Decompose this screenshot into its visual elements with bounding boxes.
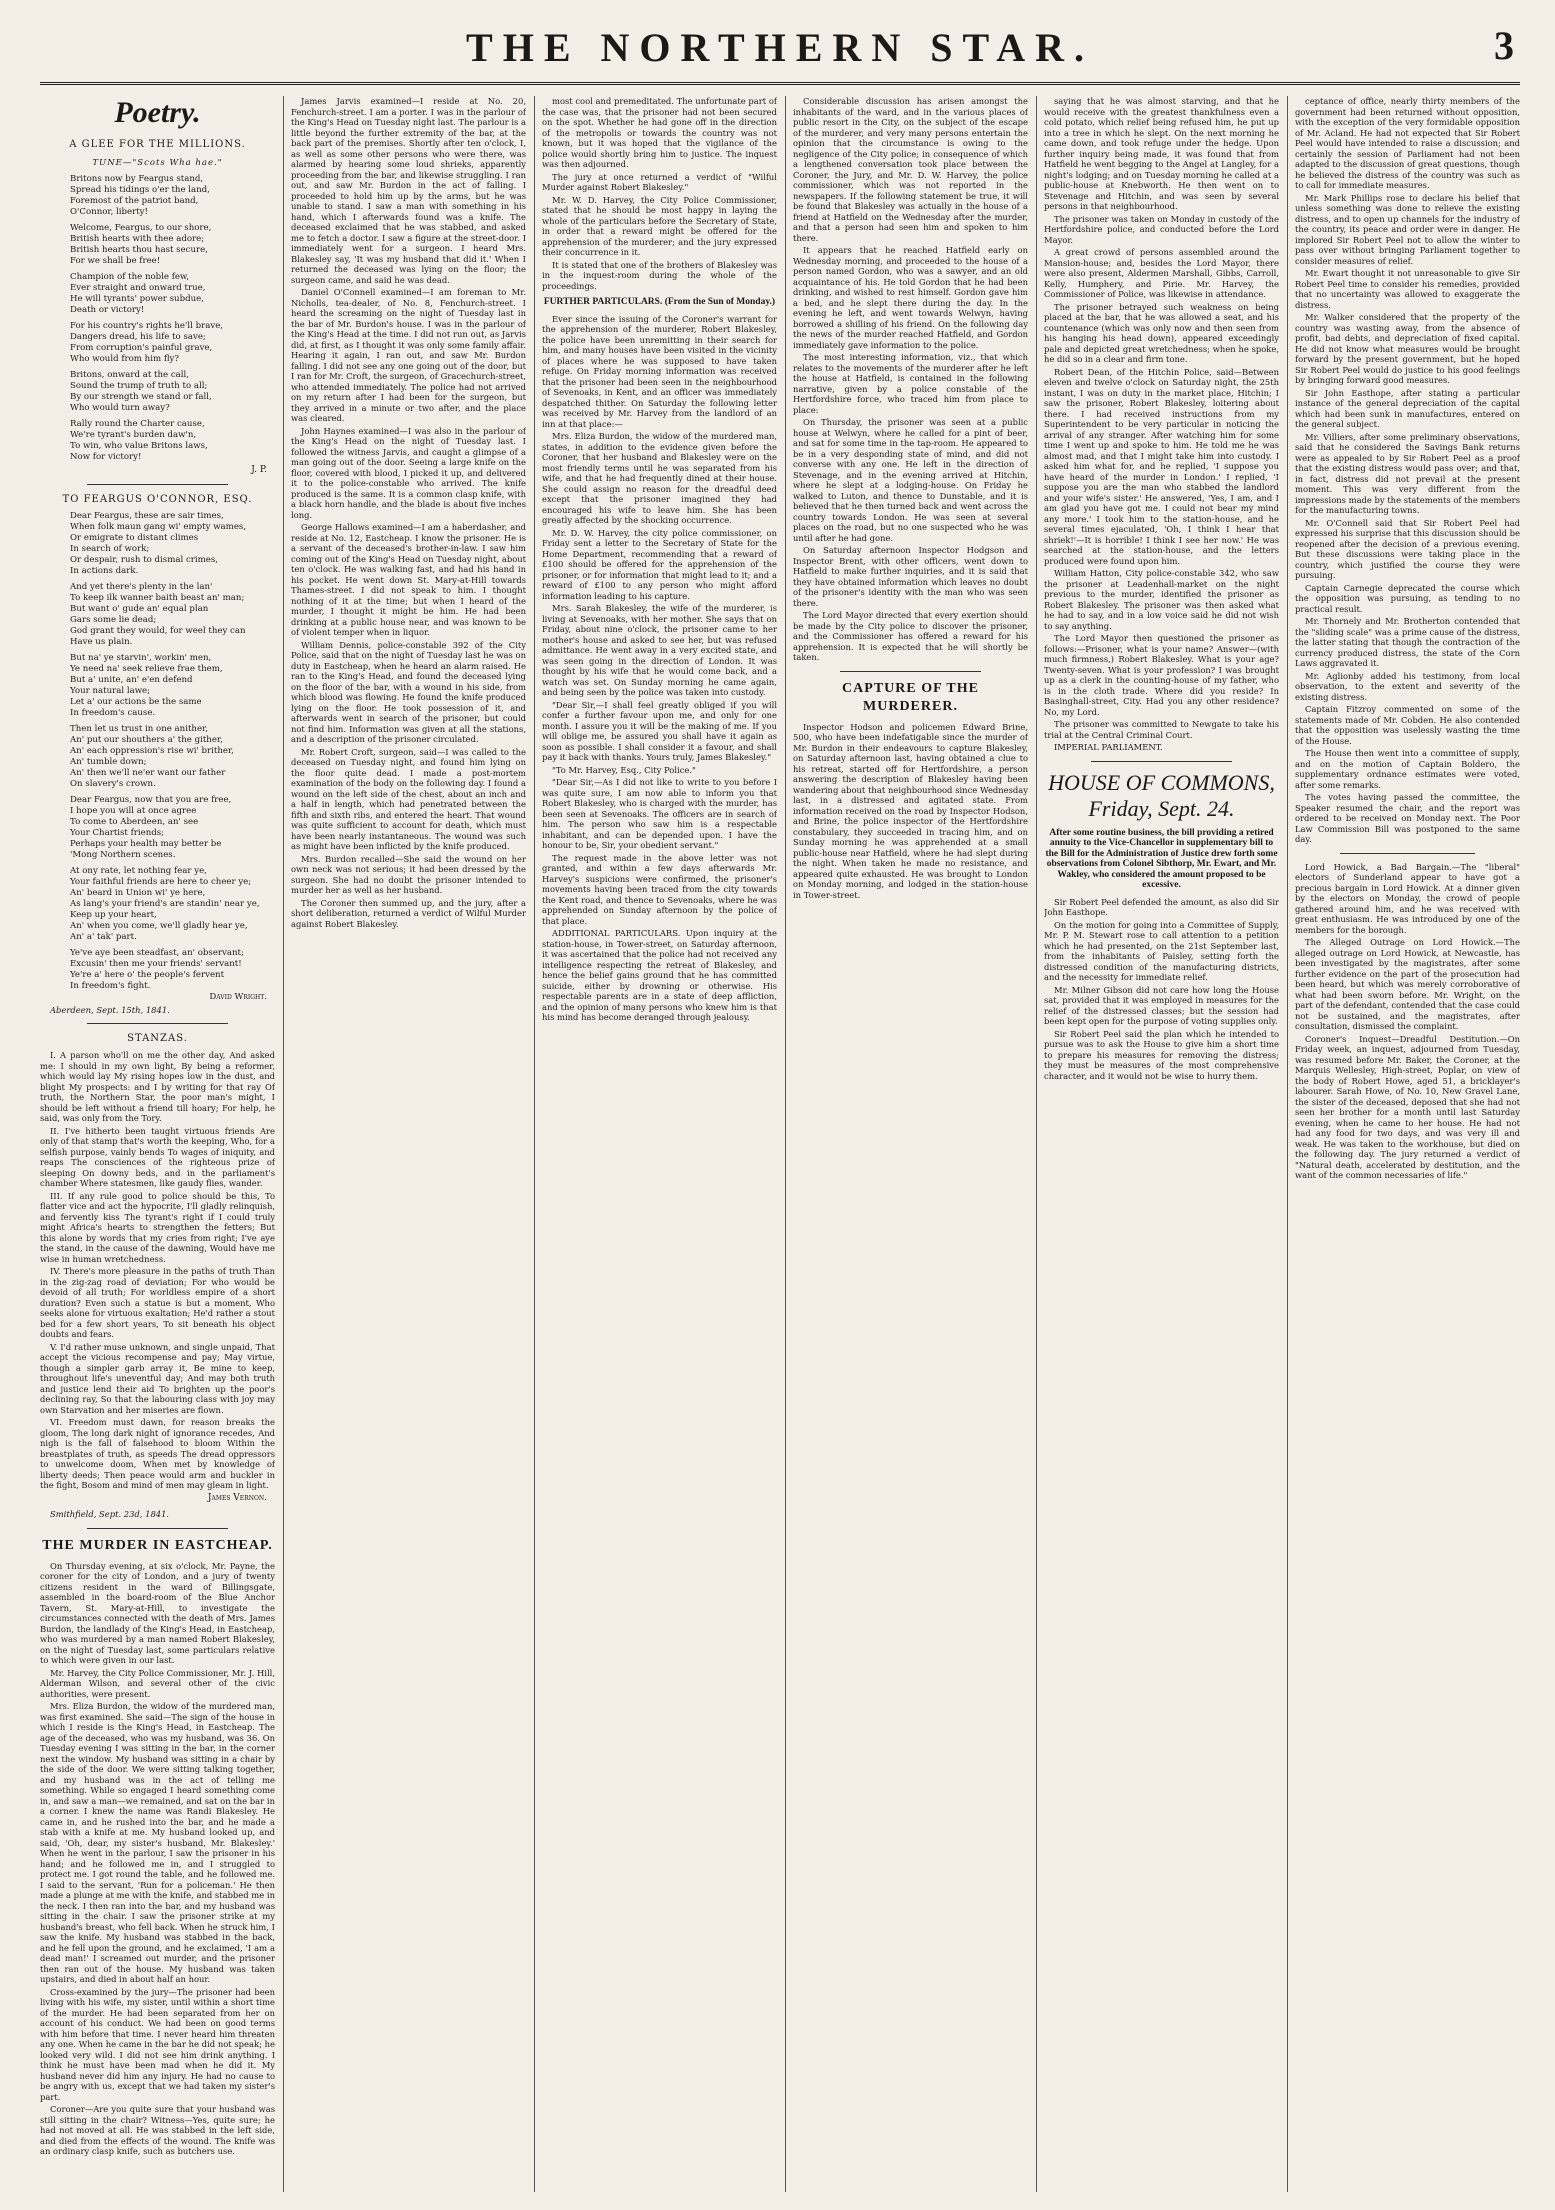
poem-line: Dear Feargus, now that you are free,: [70, 794, 232, 805]
poem-line: An' beard in Union wi' ye here,: [70, 887, 206, 898]
poem-line: O'Connor, liberty!: [70, 207, 148, 217]
article-paragraph: The prisoner was committed to Newgate to take his trial at the Central Criminal Court.: [1044, 719, 1279, 740]
column-rule: [1036, 96, 1037, 2192]
poem-line: An' when you come, we'll gladly hear ye,: [70, 920, 248, 931]
article-paragraph: Sir Robert Peel defended the amount, as also did Sir John Easthope.: [1044, 896, 1279, 917]
stanza: II. I've hitherto been taught virtuous friends Are only of that stamp that's worth the keeping, Who, for a selfish purpose, vainly bends To wages of iniquity, and reaps The consciences of the righteous prize of sleeping On downy beds, and in the parliament's chamber Where statesmen, like gaudy flies, wander.: [40, 1125, 275, 1188]
poem-line: An' a' tak' part.: [70, 931, 137, 942]
poem3-signature: James Vernon.: [207, 1492, 267, 1503]
poem-line: Or despair, rush to dismal crimes,: [70, 554, 219, 565]
poem-line: When folk maun gang wi' empty wames,: [70, 521, 247, 532]
article-paragraph: George Hallows examined—I am a haberdasher, and reside at No. 12, Eastcheap. I know the prisoner. He is a servant of the deceased's brother-in-law. I saw him coming out of the King's Head on Tuesday night, about ten o'clock. He was walking fast, and had his hand in his pocket. He went down St. Mary-at-Hill towards Thames-street. I did not speak to him. I thought nothing of it at the time; but when I heard of the murder, I thought it might be him. He had been drinking at a public house near, and was known to be of violent temper when in liquor.: [291, 522, 526, 637]
article-paragraph: On Saturday afternoon Inspector Hodgson and Inspector Brent, with other officers, went down to Hatfield to make further inquiries, and it is said that they have obtained information which leaves no doubt of the prisoner's identity with the man who was seen there.: [793, 545, 1028, 608]
poem1-signature: J. P.: [251, 465, 267, 475]
further-particulars-heading: FURTHER PARTICULARS. (From the Sun of Monday.): [543, 297, 776, 307]
article-paragraph: Coroner—Are you quite sure that your husband was still sitting in the chair? Witness—Yes, quite sure; he had not moved at all. He was stabbed in the left side, and died from the effects of the wound. The knife was an ordinary clasp knife, such as butchers use.: [40, 2104, 275, 2156]
page-number: 3: [1494, 23, 1514, 68]
divider: [87, 1023, 228, 1024]
poem-line: An' each oppression's rise wi' brither,: [70, 745, 234, 756]
poem-line: Who would from him fly?: [70, 354, 180, 364]
poem2-dateline: Aberdeen, Sept. 15th, 1841.: [50, 1004, 170, 1015]
article-paragraph: Coroner's Inquest—Dreadful Destitution.—On Friday week, an inquest, adjourned from Tuesday, was resumed before Mr. Baker, the Coroner, at the Marquis Wellesley, High-street, Poplar, on view of the body of Robert Howe, aged 51, a bricklayer's labourer. Sarah Howe, of No. 10, New Gravel Lane, the sister of the deceased, deposed that she had not seen her brother for a month until last Saturday evening, when he came to her house. He had not had any food for two days, and was very ill and weak. He was taken to the workhouse, but died on the following day. The jury returned a verdict of "Natural death, accelerated by destitution, and the want of the common necessaries of life.": [1295, 1033, 1520, 1180]
poem-line: An' tumble down;: [70, 756, 147, 767]
article-paragraph: Mr. Ewart thought it not unreasonable to give Sir Robert Peel time to consider his remedies, provided that no uncertainty was allowed to exaggerate the distress.: [1295, 268, 1520, 310]
poem-line: Sound the trump of truth to all;: [70, 381, 208, 391]
stanza: V. I'd rather muse unknown, and single unpaid, That accept the vicious recompense and pay; May virtue, though a simpler garb array it, Be mine to keep, throughout life's uneventful day; And may both truth and justice lend their aid To brighten up the poor's declining ray, So that the labouring class with joy may own Starvation and her miseries are flown.: [40, 1341, 275, 1415]
article-paragraph: Mrs. Sarah Blakesley, the wife of the murderer, is living at Sevenoaks, with her mother. She says that on Friday, about nine o'clock, the prisoner came to her mother's house and asked to see her, but was refused admittance. He went away in a very excited state, and was seen going in the direction of London. It was thought by his wife that he would come back, and a watch was set. On Sunday morning he came again, and being seen by the police was taken into custody.: [542, 603, 777, 697]
column-2: [291, 96, 526, 2192]
poem-line: Your natural lawe;: [70, 685, 151, 696]
poem-line: 'Mong Northern scenes.: [70, 849, 176, 860]
column-6: [1295, 96, 1520, 2192]
poem2-lines: [70, 511, 275, 1003]
article-paragraph: The Lord Mayor directed that every exertion should be made by the City police to discover the prisoner, and the Commissioner has offered a reward for his apprehension. It is expected that he will shortly be taken.: [793, 610, 1028, 662]
poem-line: In freedom's fight.: [70, 980, 151, 991]
column-rule: [283, 96, 284, 2192]
article-paragraph: "Dear Sir,—I shall feel greatly obliged if you will confer a further favour upon me, and only for one month. I assure you it will be the making of me. If you will oblige me, be assured you shall have it again as soon as possible. I shall consider it a favour, and shall pay it back with thanks. Yours truly, James Blakesley.": [542, 699, 777, 762]
article-paragraph: The prisoner betrayed such weakness on being placed at the bar, that he was allowed a seat, and his countenance (which was only now and then seen from his hanging his head down), appeared exceedingly pale and depicted great wretchedness; when he spoke, he did so in a clear and firm tone.: [1044, 301, 1279, 364]
poem1-lines: [70, 174, 275, 463]
article-paragraph: Mrs. Eliza Burdon, the widow of the murdered man, was first examined. She said—The sign of the house in which I reside is the King's Head, in Eastcheap. The age of the deceased, who was my husband, was 36. On Tuesday evening I was sitting in the bar, in the corner next the window. My husband was sitting in a chair by the side of the door. We were sitting talking together, and my husband was in the act of telling me something. While so engaged I heard something come in, and saw a man—we remained, and sat on the bar in a corner. I knew the name was Randi Blakesley. He came in, and he rushed into the bar, and he made a stab with a knife at me. My husband looked up, and said, 'Oh, dear, my sister's husband, Mr. Blakesley.' When he went in the parlour, I saw the prisoner in his hand; and he followed me in, and I struggled to protect me. I got round the table, and he followed me. I said to the servant, 'Run for a policeman.' He then made a plunge at me with the knife, and stabbed me in the neck. I then ran into the bar, and my husband was sitting in the chair. I saw the prisoner strike at my husband's breast, who fell back. When he struck him, I saw the knife. My husband was stabbed in the back, and he fell upon the ground, and he exclaimed, 'I am a dead man!' I screamed out murder, and the prisoner then ran out of the house. My husband was taken upstairs, and died in about half an hour.: [40, 1701, 275, 1984]
house-of-commons-heading: After some routine business, the bill providing a retired annuity to the Vice-Chancellor in supplementary bill to the Bill for the Administration of Justice drew forth some observations from Colonel Sibthorp, Mr. Ewart, and Mr. Wakley, who considered the amount proposed to be excessive.: [1045, 827, 1278, 890]
poem-line: On slavery's crown.: [70, 778, 156, 789]
poem-line: British hearts thou hast secure,: [70, 245, 208, 255]
article-paragraph: ceptance of office, nearly thirty members of the government had been returned without opposition, with the exception of the very formidable opposition of Mr. Acland. He had not expected that Sir Robert Peel would have intended to raise a discussion; and certainly the session of Parliament had not been adapted to the discussion of great questions, though he believed the distress of the country was such as to call for immediate measures.: [1295, 96, 1520, 190]
article-paragraph: It is stated that one of the brothers of Blakesley was in the inquest-room during the whole of the proceedings.: [542, 259, 777, 291]
poem-line: To come to Aberdeen, an' see: [70, 816, 199, 827]
poem-line: Dear Feargus, these are sair times,: [70, 510, 224, 521]
poem-line: We're tyrant's burden daw'n,: [70, 430, 197, 440]
article-paragraph: A great crowd of persons assembled around the Mansion-house; and, besides the Lord Mayor, there were also present, Aldermen Marshall, Gibbs, Carroll, Kelly, Humphery, and Pirie. Mr. Harvey, the Commissioner of Police, was likewise in attendance.: [1044, 247, 1279, 299]
article-paragraph: The most interesting information, viz., that which relates to the movements of the murderer after he left the house at Hatfield, is contained in the following narrative, given by a police constable of the Hertfordshire force, who traced him from place to place:: [793, 352, 1028, 415]
poem-line: But a' unite, an' e'en defend: [70, 674, 193, 685]
poem-line: Spread his tidings o'er the land,: [70, 185, 210, 195]
stanza: III. If any rule good to police should be this, To flatter vice and act the hypocrite, I'll gladly relinquish, and fervently kiss The tyrant's right if I could truly might Africa's hearts to strengthen the fetters; But this alone by words that my cries from right; I've aye the stand, in the cause of the dawning, Would have me wise in human wretchedness.: [40, 1190, 275, 1264]
article-paragraph: The House then went into a committee of supply, and on the motion of Captain Boldero, the supplementary ordnance estimates were voted, after some remarks.: [1295, 748, 1520, 790]
capture-heading: CAPTURE OF THE MURDERER.: [842, 680, 979, 714]
poem-line: But na' ye starvin', workin' men,: [70, 652, 212, 663]
article-paragraph: Daniel O'Connell examined—I am foreman to Mr. Nicholls, tea-dealer, of No. 8, Fenchurch-street. I heard the screaming on the night of Tuesday last in the bar of Mr. Burdon's house. I was in the parlour of the King's Head at the time. I did not run out, as Jarvis did, at first, as I thought it was only some family affair. Hearing it again, I ran out, and saw Mr. Burdon falling. I did not see any one going out of the door, but I ran for Mr. Croft, the surgeon, of Gracechurch-street, who attended immediately. The police had not arrived on my return after I had been for the surgeon, but they arrived in a minute or two after, and the place was cleared.: [291, 287, 526, 423]
article-paragraph: Mr. Milner Gibson did not care how long the House sat, provided that it was employed in measures for the relief of the distressed classes; but the session had been kept open for the purpose of voting supplies only.: [1044, 984, 1279, 1026]
article-paragraph: Mr. Harvey, the City Police Commissioner, Mr. J. Hill, Alderman Wilson, and several other of the civic authorities, were present.: [40, 1667, 275, 1699]
poem-line: At ony rate, let nothing fear ye,: [70, 865, 207, 876]
column-1: [40, 96, 275, 2192]
poem-line: As lang's your friend's are standin' near ye,: [70, 898, 260, 909]
article-paragraph: The prisoner was taken on Monday in custody of the Hertfordshire police, and conducted before the Lord Mayor.: [1044, 213, 1279, 245]
article-paragraph: Inspector Hodson and policemen Edward Brine, 500, who have been indefatigable since the murder of Mr. Burdon in their endeavours to capture Blakesley, on Saturday afternoon last, having obtained a clue to his retreat, started off for Hertfordshire, a person answering the description of Blakesley having been wandering about that neighbourhood since Wednesday last, in a distressed and agitated state. From information received on the road by Inspector Hodson, and Brine, the police inspector of the Hertfordshire constabulary, they succeeded in tracing him, and on Sunday morning he was apprehended at a small public-house near Hatfield, where he had slept during the night. When taken he made no resistance, and appeared quite exhausted. He was brought to London on Monday morning, and lodged in the station-house in Tower-street.: [793, 721, 1028, 900]
poem-line: To win, who value Britons laws,: [70, 441, 208, 451]
article-paragraph: The request made in the above letter was not granted, and within a few days afterwards Mr. Harvey's suspicions were confirmed, the prisoner's movements having been traced from the city towards the Kent road, and thence to Sevenoaks, where he was apprehended on Sunday afternoon by the police of that place.: [542, 852, 777, 926]
article-paragraph: most cool and premeditated. The unfortunate part of the case was, that the prisoner had not been secured on the spot. Whether he had gone off in the direction of the metropolis or towards the country was not known, but it was hoped that the vigilance of the police would shortly bring him to justice. The inquest was then adjourned.: [542, 96, 777, 169]
article-paragraph: ADDITIONAL PARTICULARS. Upon inquiry at the station-house, in Tower-street, on Saturday afternoon, it was ascertained that the police had not received any intelligence respecting the retreat of Blakesley, and hence the belief gains ground that he has committed suicide, either by drowning or otherwise. His respectable parents are in a state of deep affliction, and the opinion of many persons who knew him is that his mind has become deranged through jealousy.: [542, 928, 777, 1022]
poem-line: Keep up your heart,: [70, 909, 157, 920]
poem-line: An' put our shouthers a' the gither,: [70, 734, 223, 745]
poetry-heading: Poetry.: [114, 96, 201, 129]
divider: [1340, 853, 1475, 854]
article-paragraph: On Thursday evening, at six o'clock, Mr. Payne, the coroner for the city of London, and a jury of twenty citizens resident in the ward of Billingsgate, assembled in the board-room of the Blue Anchor Tavern, St. Mary-at-Hill, to investigate the circumstances connected with the death of Mrs. James Burdon, the landlady of the King's Head, in Eastcheap, who was murdered by a man named Robert Blakesley, on the night of Tuesday last, some particulars relative to which were given in our last.: [40, 1560, 275, 1665]
divider: [1091, 761, 1232, 762]
article-paragraph: IMPERIAL PARLIAMENT.: [1054, 742, 1163, 752]
article-paragraph: The Alleged Outrage on Lord Howick.—The alleged outrage on Lord Howick, at Newcastle, has been investigated by the magistrates, after some further evidence on the part of the prosecution had been heard, but which was merely corroborative of what had been sworn before. Mr. Wright, on the part of the defendant, contended that the case could not be sustained, and the magistrates, after consultation, dismissed the complaint.: [1295, 937, 1520, 1031]
divider: [87, 484, 228, 485]
poem-line: To keep ilk wanner baith beast an' man;: [70, 592, 245, 603]
poem-line: Death or victory!: [70, 305, 145, 315]
columns: [40, 96, 1520, 2192]
article-paragraph: Mr. O'Connell said that Sir Robert Peel had expressed his surprise that this discussion should be reopened after the decision of a previous evening. But these discussions were taking place in the country, which justified the course they were pursuing.: [1295, 517, 1520, 580]
stanza: I. A parson who'll on me the other day, And asked me: I should in my own light, By being a reformer, which would lay My rising hopes low in the dust, and blight My prospects: and I by writing for that ray Of truth, the Northern Star, the poor man's might, I should be left without a friend till hoary; For help, he said, was only from the Tory.: [40, 1050, 275, 1123]
poem3-title: STANZAS.: [127, 1033, 188, 1044]
stanza: IV. There's more pleasure in the paths of truth Than in the zig-zag road of deviation; For who would be devoid of all truth; For worldless empire of a short duration? Even such a statue is but a moment, Who seeks alone for virtuous exaltation; He'd rather a stout bed for a few short years, To sit beneath his object doubts and fears.: [40, 1266, 275, 1339]
poem-line: I hope you will at once agree: [70, 805, 197, 816]
poem2-title: TO FEARGUS O'CONNOR, ESQ.: [62, 493, 253, 505]
poem-line: Ye've aye been steadfast, an' observant;: [70, 947, 244, 958]
poem-line: Have us plain.: [70, 636, 133, 647]
column-4: [793, 96, 1028, 2192]
article-paragraph: Mr. Aglionby added his testimony, from local observation, to the extent and severity of the existing distress.: [1295, 670, 1520, 702]
article-paragraph: Sir Robert Peel said the plan which he intended to pursue was to ask the House to give him a short time to prepare his measures for removing the distress; they must be measures of the most comprehensive character, and it would not be wise to hurry them.: [1044, 1028, 1279, 1081]
poem-line: He will tyrants' power subdue,: [70, 294, 204, 304]
article-paragraph: William Dennis, police-constable 392 of the City Police, said that on the night of Tuesday last he was on duty in Eastcheap, when he heard an alarm raised. He ran to the King's Head, and found the deceased lying on the floor of the bar, with a wound in his side, from which blood was flowing. He found the knife produced lying on the floor. He took possession of it, and afterwards went in search of the prisoner, but could not find him. Information was given at all the stations, and a description of the prisoner circulated.: [291, 639, 526, 744]
article-paragraph: "To Mr. Harvey, Esq., City Police.": [552, 764, 696, 775]
article-paragraph: Considerable discussion has arisen amongst the inhabitants of the ward, and in the various places of public resort in the City, on the subject of the escape of the murderer, and very many persons entertain the opinion that the circumstance is owing to the negligence of the City police; in consequence of which a lengthened conversation took place between the Coroner, the Jury, and Mr. D. W. Harvey, the police commissioner, which was not reported in the newspapers. If the following statement be true, it will be found that Blakesley was actually in the house of a friend at Hatfield on the Wednesday after the murder, and that a person had seen him and spoken to him there.: [793, 96, 1028, 243]
article-paragraph: Mr. D. W. Harvey, the city police commissioner, on Friday sent a letter to the Secretary of State for the Home Department, recommending that a reward of £100 should be offered for the apprehension of the prisoner, or for information that might lead to it; and a reward of £100 to any person who might afford information leading to his capture.: [542, 527, 777, 601]
poem1-tune: TUNE—"Scots Wha hae.": [92, 158, 223, 168]
poem-line: Ever straight and onward true,: [70, 283, 206, 293]
poem-line: Or emigrate to distant climes: [70, 532, 199, 543]
column-5: [1044, 96, 1279, 2192]
poem-line: Your faithful friends are here to cheer ye;: [70, 876, 252, 887]
column-rule: [534, 96, 535, 2192]
poem-line: And yet there's plenty in the lan': [70, 581, 213, 592]
poem-line: Welcome, Feargus, to our shore,: [70, 223, 212, 233]
article-paragraph: Cross-examined by the jury—The prisoner had been living with his wife, my sister, until within a short time of the murder. He had been separated from her on account of his conduct. We had been on good terms with him before that time. I never heard him threaten any one. When he came in the bar he did not speak; he looked very wild. I did not see him drink anything. I think he must have been mad when he did it. My husband never did him any injury. He had no cause to be angry with us, except that we had taken my sister's part.: [40, 1986, 275, 2102]
article-paragraph: "Dear Sir,—As I did not like to write to you before I was quite sure, I am now able to inform you that Robert Blakesley, who is charged with the murder, has been seen at Sevenoaks. The officers are in search of him. The person who saw him is a respectable inhabitant, and can be depended upon. I have the honour to be, Sir, your obedient servant.": [542, 777, 777, 850]
article-paragraph: James Jarvis examined—I reside at No. 20, Fenchurch-street. I am a porter. I was in the parlour of the King's Head on Tuesday night last. The parlour is a little beyond the further extremity of the bar, at the back part of the premises. Shortly after ten o'clock, I, as well as some other persons who were there, was alarmed by hearing some loud shrieks, apparently proceeding from the bar, and likewise struggling. I ran out, and saw Mr. Burdon in the act of falling. I proceeded to hold him up by the arms, but he was unable to stand. I saw a man with something in his hand, which I afterwards found was a knife. The deceased exclaimed that he was stabbed, and asked me to fetch a doctor. I saw a figure at the street-door. I immediately went for a surgeon. I heard Mrs. Blakesley say, 'It was my husband that did it.' When I returned the deceased was lying on the floor; the surgeon came, and said he was dead.: [291, 96, 526, 285]
poem-line: But want o' gude an' equal plan: [70, 603, 209, 614]
poem-line: Your Chartist friends;: [70, 827, 165, 838]
poem-line: In actions dark.: [70, 565, 139, 576]
article-paragraph: Captain Fitzroy commented on some of the statements made of Mr. Cobden. He also contended that the opposition was uselessly wasting the time of the House.: [1295, 704, 1520, 746]
column-3: [542, 96, 777, 2192]
poem-line: Excusin' then me your friends' servant!: [70, 958, 242, 969]
poem-line: Now for victory!: [70, 452, 142, 462]
poem-line: From corruption's painful grave,: [70, 343, 213, 353]
newspaper-title: THE NORTHERN STAR.: [466, 25, 1094, 70]
article-paragraph: The votes having passed the committee, the Speaker resumed the chair, and the report was ordered to be received on Monday next. The Poor Law Commission Bill was postponed to the same day.: [1295, 792, 1520, 844]
poem-line: Ye need na' seek relieve frae them,: [70, 663, 223, 674]
poem-line: Let a' our actions be the same: [70, 696, 202, 707]
stanza: VI. Freedom must dawn, for reason breaks the gloom, The long dark night of ignorance recedes, And nigh is the fall of falsehood to bloom Within the breastplates of truth, as speeds The dread oppressors to unwelcome doom, When met by knowledge of liberty deeds; Then peace would arm and buckler in the fight, Bosom and mind of men may gleam in light.: [40, 1417, 275, 1490]
poem3-dateline: Smithfield, Sept. 23d, 1841.: [50, 1509, 170, 1519]
poem-line: In freedom's cause.: [70, 707, 156, 718]
poem-line: Britons now by Feargus stand,: [70, 174, 204, 184]
article-paragraph: Mr. Thornely and Mr. Brotherton contended that the "sliding scale" was a prime cause of the distress, the latter stating that though the contraction of the currency produced distress, the state of the Corn Laws aggravated it.: [1295, 616, 1520, 668]
article-paragraph: Mrs. Burdon recalled—She said the wound on her own neck was not serious; it had been dressed by the surgeon. She had no doubt the prisoner intended to murder her as well as her husband.: [291, 853, 526, 895]
poem-line: Dangers dread, his life to save;: [70, 332, 206, 342]
poem-line: By our strength we stand or fall,: [70, 392, 212, 402]
poem-line: David Wright.: [209, 991, 267, 1002]
article-paragraph: saying that he was almost starving, and that he would receive with the greatest thankfulness even a cold potato, which relief being refused him, he put up into a tree in which he slept. On the next morning he came down, and took refuge under the hedge. Upon further inquiry being made, it was found that from Hatfield he went begging to the Angel at Langley, for a night's lodging; and on Tuesday morning he called at a public-house at Knebworth. He then went on to Stevenage and Hitchin, and was seen by several persons in that neighbourhood.: [1044, 96, 1279, 211]
article-paragraph: It appears that he reached Hatfield early on Wednesday morning, and proceeded to the house of a person named Gordon, who was a sawyer, and an old acquaintance of his. He told Gordon that he had been drinking, and wished to rest himself. Gordon gave him a bed, and he slept there during the day. In the evening he left, and went towards Welwyn, having borrowed a shilling of his friend. On the following day the news of the murder reached Hatfield, and Gordon immediately gave information to the police.: [793, 245, 1028, 350]
poem-line: In search of work;: [70, 543, 150, 554]
poem-line: An' then we'll ne'er want our father: [70, 767, 226, 778]
article-paragraph: Mrs. Eliza Burdon, the widow of the murdered man, states, in addition to the evidence given before the Coroner, that her husband and Blakesley were on the most friendly terms until he was separated from his wife, and that he had frequently dined at their house. She could assign no reason for the dreadful deed except that the prisoner imagined they had encouraged his wife to leave him. She has been greatly affected by the shocking occurrence.: [542, 431, 777, 525]
article-paragraph: Ever since the issuing of the Coroner's warrant for the apprehension of the murderer, Robert Blakesley, the police have been unremitting in their search for him, and many houses have been visited in the vicinity of places where he was supposed to have taken refuge. On Friday morning information was received that the prisoner had been seen in the neighbourhood of Sevenoaks, in Kent, and an officer was immediately despatched thither. On Saturday the following letter was received by Mr. Harvey from the landlord of an inn at that place:—: [542, 313, 777, 429]
article-paragraph: William Hatton, City police-constable 342, who saw the prisoner at Leadenhall-market on the night previous to the murder, identified the prisoner as Robert Blakesley. The prisoner was then asked what he had to say, and in a low voice said he did not wish to say anything.: [1044, 568, 1279, 631]
article-paragraph: On the motion for going into a Committee of Supply, Mr. P. M. Stewart rose to call attention to a petition which he had presented, on the 21st September last, from the inhabitants of Paisley, setting forth the distressed condition of the manufacturing districts, and the necessity for immediate relief.: [1044, 919, 1279, 982]
column-rule: [1287, 96, 1288, 2192]
article-paragraph: The Coroner then summed up, and the jury, after a short deliberation, returned a verdict of Wilful Murder against Robert Blakesley.: [291, 897, 526, 929]
poem-line: Who would turn away?: [70, 403, 170, 413]
poem-line: For his country's rights he'll brave,: [70, 321, 224, 331]
poem-line: Rally round the Charter cause,: [70, 419, 205, 429]
poem-line: God grant they would, for weel they can: [70, 625, 246, 636]
article-paragraph: On Thursday, the prisoner was seen at a public house at Welwyn, where he called for a pint of beer, and sat for some time in the tap-room. He appeared to be in a very desponding state of mind, and did not converse with any one. He left in the direction of Stevenage, and in the evening arrived at Hitchin, where he slept at a lodging-house. On Friday he walked to Luton, and thence to Dunstable, and it is believed that he then turned back and went across the country towards London. He was seen at several places on the road, but no one suspected who he was until after he had gone.: [793, 417, 1028, 543]
article-paragraph: The Lord Mayor then questioned the prisoner as follows:—Prisoner, what is your name? Answer—(with much firmness,) Robert Blakesley. What is your age? Twenty-seven. What is your profession? I was brought up as a clerk in the counting-house of my father, who is in the cloth trade. Where did you reside? In Basinghall-street, City. Had you any other residence? No, my Lord.: [1044, 633, 1279, 717]
poem-line: British hearts with thee adore;: [70, 234, 205, 244]
article-paragraph: Sir John Easthope, after stating a particular instance of the general depreciation of the capital which had been sunk in manufactures, entered on the general subject.: [1295, 387, 1520, 429]
article-paragraph: The jury at once returned a verdict of "Wilful Murder against Robert Blakesley.": [542, 171, 777, 192]
article-paragraph: Robert Dean, of the Hitchin Police, said—Between eleven and twelve o'clock on Saturday night, the 25th instant, I was on duty in the market place, Hitchin; I saw the prisoner, Robert Blakesley, loitering about there. I had received instructions from my Superintendent to be very particular in noticing the arrival of any stranger. After watching him for some time I went up and spoke to him. He told me he was almost mad, and that I might take him into custody. I asked him what for, and he replied, 'I suppose you have heard of the murder in London.' I replied, 'I suppose you are the man who stabbed the landlord and your wife's sister.' He answered, 'Yes, I am, and I am glad you have got me. I could not bear my mind any more.' I took him to the station-house, and he several times ejaculated, 'Oh, I think I hear that shriek!'—It is horrible! I think I see her now.' He was searched at the station-house, and the letters produced were found upon him.: [1044, 366, 1279, 566]
article-paragraph: Mr. Mark Phillips rose to declare his belief that unless something was done to relieve the existing distress, and to open up channels for the industry of the country, its peace and order were in danger. He implored Sir Robert Peel not to allow the winter to pass over without bringing Parliament together to consider measures of relief.: [1295, 192, 1520, 266]
murder-heading: THE MURDER IN EASTCHEAP.: [42, 1537, 273, 1553]
article-paragraph: John Haynes examined—I was also in the parlour of the King's Head on the night of Tuesday last. I followed the witness Jarvis, and caught a glimpse of a man going out of the door. Seeing a large knife on the floor, covered with blood, I picked it up, and delivered it to the police-constable who arrived. The knife produced is the same. It is a common clasp knife, with a black horn handle, and the blade is about five inches long.: [291, 425, 526, 520]
article-paragraph: Mr. Robert Croft, surgeon, said—I was called to the deceased on Tuesday night, and found him lying on the floor quite dead. I made a post-mortem examination of the body on the following day. I found a wound on the left side of the chest, about an inch and a half in length, which had penetrated between the fifth and sixth ribs, and entered the heart. That wound was quite sufficient to account for death, which must have been nearly instantaneous. The wound was such as might have been inflicted by the knife produced.: [291, 746, 526, 851]
poem-line: Then let us trust in one anither,: [70, 723, 208, 734]
divider: [87, 1528, 228, 1529]
article-paragraph: Mr. W. D. Harvey, the City Police Commissioner, stated that he should be most happy in laying the whole of the particulars before the Secretary of State, in order that a reward might be offered for the apprehension of the murderer; and the jury expressed their concurrence in it.: [542, 194, 777, 257]
imperial-parliament-heading: HOUSE OF COMMONS, Friday, Sept. 24.: [1048, 769, 1275, 821]
poem-line: Champion of the noble few,: [70, 272, 190, 282]
poem-line: Ye're a' here o' the people's fervent: [70, 969, 225, 980]
poem-line: Perhaps your health may better be: [70, 838, 222, 849]
article-paragraph: Mr. Villiers, after some preliminary observations, said that he considered the Savings Bank returns were as appealed to by Sir Robert Peel as a proof that the existing distress would pass over; and that, in fact, distress did not prevail at the present moment. This was very different from the impressions made by the statements of the members for the manufacturing towns.: [1295, 431, 1520, 515]
article-paragraph: Lord Howick, a Bad Bargain.—The "liberal" electors of Sunderland appear to have got a precious bargain in Lord Howick. At a dinner given by the electors on Monday, the crowd of people gathered around him, and he was received with great enthusiasm. He was introduced by one of the members for the borough.: [1295, 861, 1520, 935]
divider: [840, 671, 981, 672]
column-rule: [785, 96, 786, 2192]
poem-line: Foremost of the patriot band,: [70, 196, 199, 206]
poem-line: For we shall be free!: [70, 256, 161, 266]
article-paragraph: Mr. Walker considered that the property of the country was wasting away, from the absence of profit, bad debts, and depreciation of fixed capital. He did not know what measures would be brought forward by the present government, but he hoped Sir Robert Peel would do justice to his good feelings by bringing forward good measures.: [1295, 312, 1520, 385]
poem1-title: A GLEE FOR THE MILLIONS.: [69, 139, 246, 150]
poem-line: Britons, onward at the call,: [70, 370, 190, 380]
masthead: [40, 22, 1520, 85]
article-paragraph: Captain Carnegie deprecated the course which the opposition was pursuing, as tending to no practical result.: [1295, 582, 1520, 614]
poem-line: Gars some lie dead;: [70, 614, 157, 625]
